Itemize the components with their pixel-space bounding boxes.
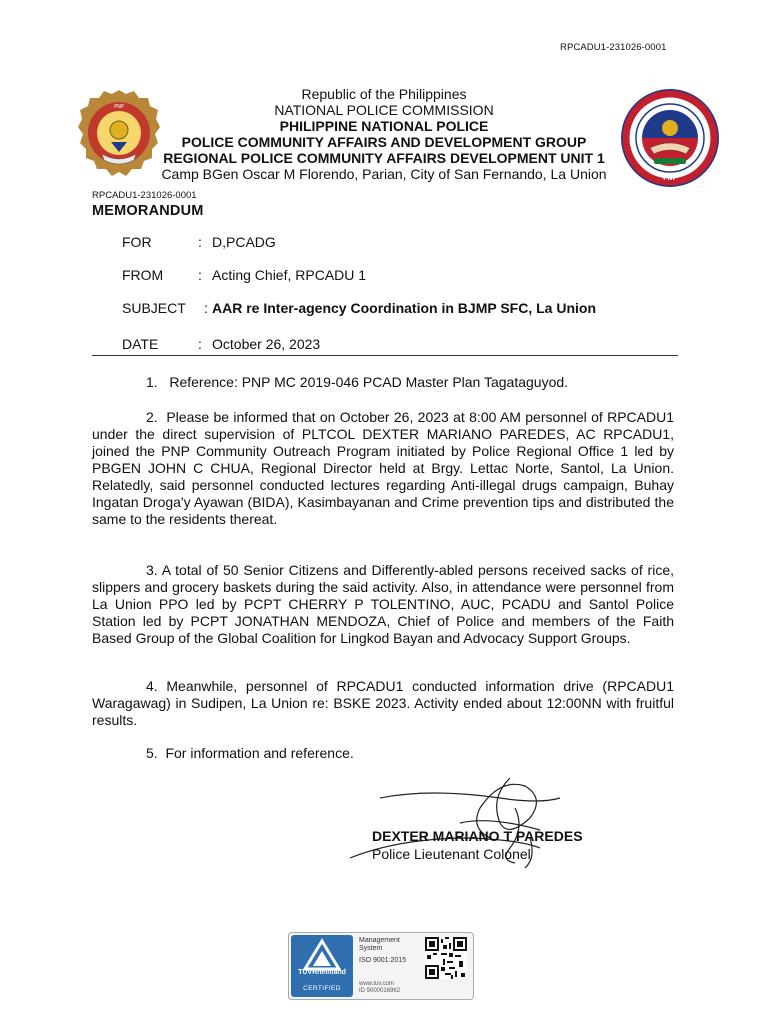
field-value: October 26, 2023 (212, 336, 321, 352)
paragraph-text: 2. Please be informed that on October 26, 2023 at 8:00 AM personnel of RPCADU1 under the direct supervision of PLTCOL DEXTER MARIANO PAREDES, AC RPCADU1, joined the PNP Community Outreach Program initiated by Police Regional Office 1 led by PBGEN JOHN C CHUA, Regional Director held at Brgy. Lettac Norte, Santol, La Union. Relatedly, said personnel conducted lectures regarding Anti-illegal drugs campaign, Buhay Ingatan Droga'y Ayawan (BIDA), Kasimbayanan and Crime prevention tips and distributed the same to the residents thereat. (92, 409, 674, 527)
memo-title: MEMORANDUM (92, 203, 204, 219)
cert-website: www.tuv.com (359, 981, 394, 987)
tuv-certified-label: CERTIFIED (303, 985, 341, 992)
header-republic: Republic of the Philippines (301, 86, 467, 102)
field-for (122, 234, 276, 250)
paragraph-5 (92, 745, 674, 762)
svg-text:PNP: PNP (663, 175, 677, 182)
qr-code-icon (425, 937, 467, 979)
signatory-rank: Police Lieutenant Colonel (372, 846, 531, 862)
svg-text:PNP: PNP (114, 104, 124, 110)
field-from (122, 267, 366, 283)
pcadg-seal-logo (620, 88, 720, 188)
header-pcadg: POLICE COMMUNITY AFFAIRS AND DEVELOPMENT GROUP (181, 134, 587, 150)
field-colon: : (198, 267, 202, 283)
memo-reference-number: RPCADU1-231026-0001 (92, 190, 197, 201)
field-value: AAR re Inter-agency Coordination in BJMP SFC, La Union (212, 300, 596, 316)
paragraph-text: 5. For information and reference. (146, 745, 354, 761)
management-system-label: Management System (359, 937, 400, 952)
signatory-name: DEXTER MARIANO T PAREDES (372, 828, 583, 844)
header-rpcadu: REGIONAL POLICE COMMUNITY AFFAIRS DEVELOPMENT UNIT 1 (163, 150, 605, 166)
field-subject (122, 300, 596, 316)
field-date (122, 336, 320, 352)
field-label: FOR (122, 234, 152, 250)
header-address: Camp BGen Oscar M Florendo, Parian, City of San Fernando, La Union (161, 166, 607, 182)
letterhead (100, 86, 668, 182)
paragraph-4 (92, 678, 674, 729)
paragraph-text: 3. A total of 50 Senior Citizens and Differently-abled persons received sacks of rice, slippers and grocery baskets during the said activity. Also, in attendance were personnel from La Union PPO led by PCPT CHERRY P TOLENTINO, AUC, PCADU and Santol Police Station led by PCPT JONATHAN MENDOZA, Chief of Police and members of the Faith Based Group of the Global Coalition for Lingkod Bayan and Advocacy Support Groups. (92, 562, 674, 646)
header-divider (92, 355, 678, 356)
field-colon: : (198, 234, 202, 250)
header-pnp: PHILIPPINE NATIONAL POLICE (279, 118, 489, 134)
tuv-brand-text: TÜVRheinland (298, 969, 346, 976)
header-napolcom: NATIONAL POLICE COMMISSION (274, 102, 494, 118)
field-label: FROM (122, 267, 164, 283)
document-reference-top: RPCADU1-231026-0001 (560, 42, 667, 53)
paragraph-2 (92, 409, 674, 528)
field-colon: : (198, 336, 202, 352)
field-colon: : (204, 300, 208, 316)
field-value: D,PCADG (212, 234, 276, 250)
iso-standard: ISO 9001:2015 (359, 957, 407, 964)
paragraph-3 (92, 562, 674, 647)
field-label: DATE (122, 336, 159, 352)
field-value: Acting Chief, RPCADU 1 (212, 267, 367, 283)
certification-footer (359, 981, 400, 995)
field-label: SUBJECT (122, 300, 186, 316)
paragraph-text: 4. Meanwhile, personnel of RPCADU1 conducted information drive (RPCADU1 Waragawag) in Sudipen, La Union re: BSKE 2023. Activity ended about 12:00NN with fruitful results. (92, 678, 674, 728)
cert-id: ID 9000016962 (359, 988, 401, 994)
iso-certification-badge (288, 932, 474, 1000)
paragraph-1 (92, 374, 674, 391)
paragraph-text: 1. Reference: PNP MC 2019-046 PCAD Master Plan Tagataguyod. (146, 374, 569, 390)
